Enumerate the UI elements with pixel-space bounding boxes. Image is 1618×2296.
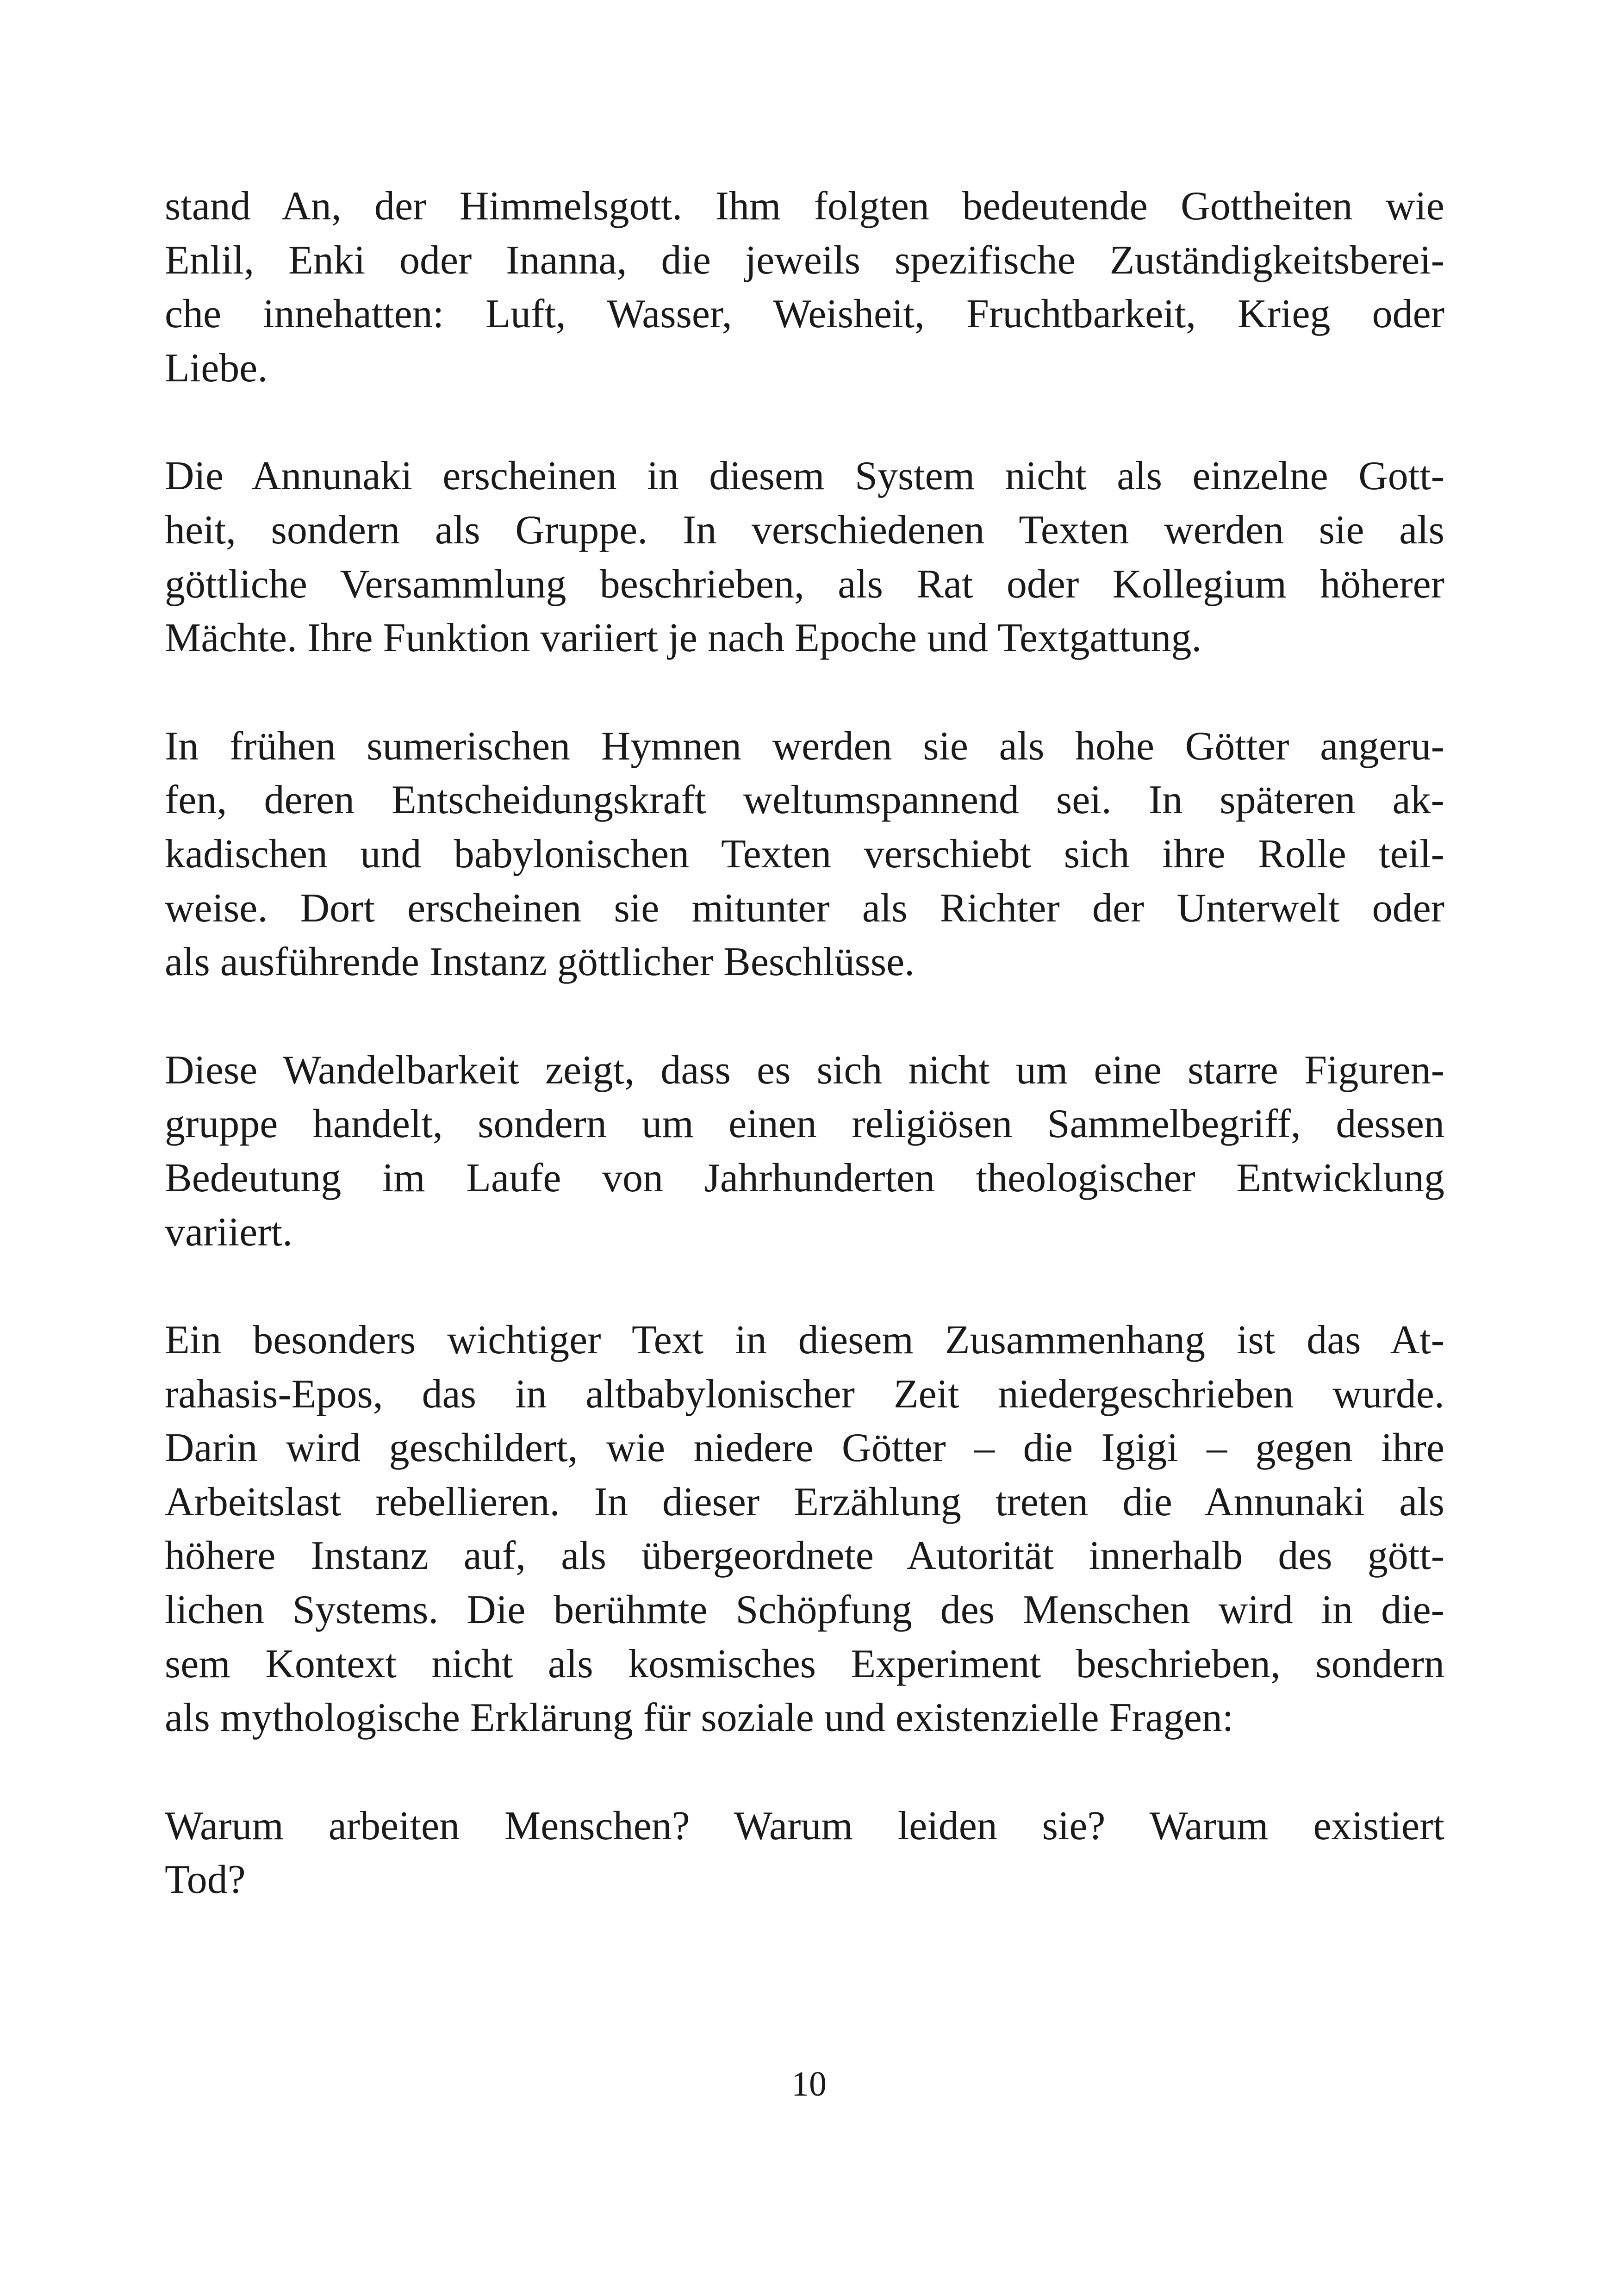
paragraph — [165, 720, 1444, 989]
text-line: Warum arbeiten Menschen? Warum leiden sie? Warum existiert — [165, 1803, 1444, 1848]
text-line: stand An, der Himmelsgott. Ihm folgten bedeutende Gottheiten wie — [165, 184, 1444, 229]
page-number: 10 — [791, 2065, 827, 2103]
text-line: Tod? — [165, 1857, 246, 1903]
text-line: weise. Dort erscheinen sie mitunter als Richter der Unterwelt oder — [165, 885, 1444, 931]
text-line: In frühen sumerischen Hymnen werden sie als hohe Götter angeru- — [165, 723, 1444, 769]
text-line: göttliche Versammlung beschrieben, als Rat oder Kollegium höherer — [165, 561, 1444, 607]
paragraph — [165, 1313, 1444, 1745]
text-line: Die Annunaki erscheinen in diesem System nicht als einzelne Gott- — [165, 454, 1444, 499]
body-text — [165, 180, 1444, 1961]
text-line: rahasis-Epos, das in altbabylonischer Zeit niedergeschrieben wurde. — [165, 1371, 1444, 1417]
text-line: che innehatten: Luft, Wasser, Weisheit, Fruchtbarkeit, Krieg oder — [165, 292, 1444, 337]
text-line: Mächte. Ihre Funktion variiert je nach Epoche und Textgattung. — [165, 616, 1202, 661]
paragraph — [165, 1799, 1444, 1907]
text-line: Bedeutung im Laufe von Jahrhunderten theologischer Entwicklung — [165, 1155, 1444, 1201]
text-line: kadischen und babylonischen Texten verschiebt sich ihre Rolle teil- — [165, 831, 1444, 877]
text-line: Enlil, Enki oder Inanna, die jeweils spezifische Zuständigkeitsberei- — [165, 237, 1444, 283]
text-line: Darin wird geschildert, wie niedere Götter – die Igigi – gegen ihre — [165, 1425, 1444, 1471]
text-line: gruppe handelt, sondern um einen religiösen Sammelbegriff, dessen — [165, 1101, 1444, 1147]
text-line: heit, sondern als Gruppe. In verschiedenen Texten werden sie als — [165, 507, 1444, 553]
text-line: höhere Instanz auf, als übergeordnete Autorität innerhalb des gött- — [165, 1533, 1444, 1579]
text-line: Arbeitslast rebellieren. In dieser Erzählung treten die Annunaki als — [165, 1479, 1444, 1524]
text-line: lichen Systems. Die berühmte Schöpfung des Menschen wird in die- — [165, 1587, 1444, 1633]
text-line: als ausführende Instanz göttlicher Beschlüsse. — [165, 940, 915, 985]
paragraph — [165, 449, 1444, 665]
paragraph — [165, 1044, 1444, 1259]
text-line: variiert. — [165, 1209, 293, 1255]
text-line: sem Kontext nicht als kosmisches Experiment beschrieben, sondern — [165, 1641, 1444, 1686]
text-line: fen, deren Entscheidungskraft weltumspannend sei. In späteren ak- — [165, 778, 1444, 823]
text-line: Diese Wandelbarkeit zeigt, dass es sich nicht um eine starre Figuren- — [165, 1047, 1444, 1093]
paragraph — [165, 180, 1444, 395]
text-line: Ein besonders wichtiger Text in diesem Zusammenhang ist das At- — [165, 1318, 1444, 1363]
text-line: Liebe. — [165, 345, 268, 391]
text-line: als mythologische Erklärung für soziale und existenzielle Fragen: — [165, 1695, 1234, 1741]
